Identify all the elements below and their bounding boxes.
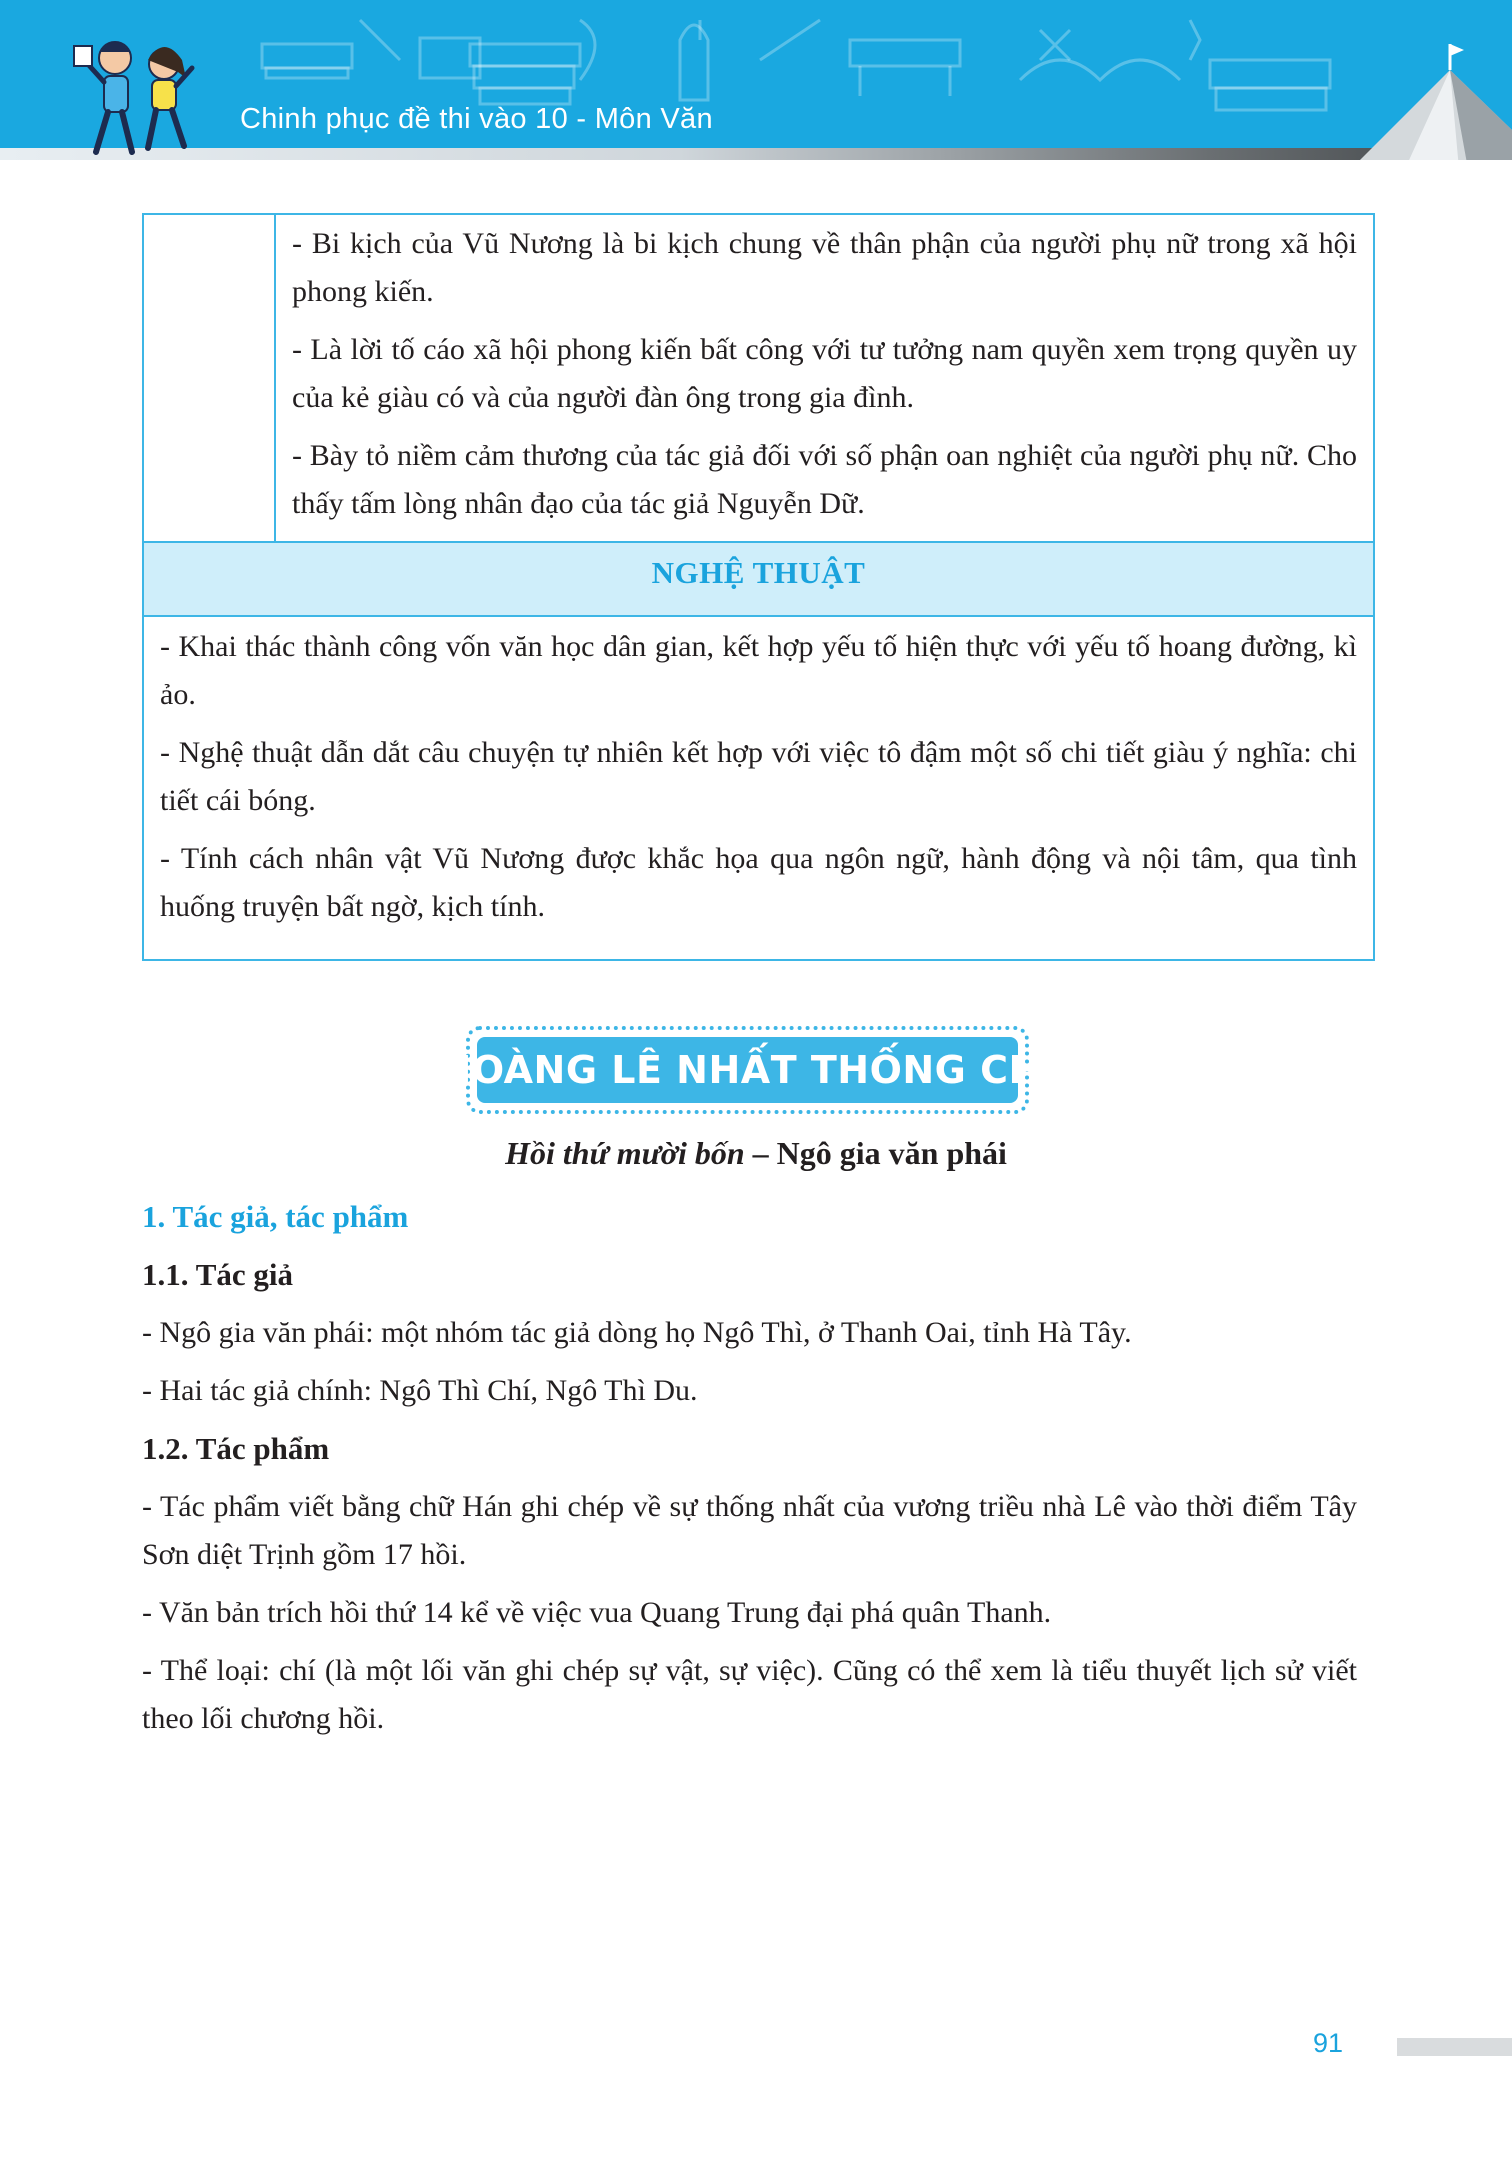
- heading-author-work: 1. Tác giả, tác phẩm: [142, 1199, 409, 1234]
- heading-work: 1.2. Tác phẩm: [142, 1431, 330, 1466]
- mountain-flag-icon: [1340, 40, 1512, 160]
- page-footer-bar: [1397, 2038, 1512, 2056]
- content-bullet: - Bày tỏ niềm cảm thương của tác giả đối với số phận oan nghiệt của người phụ nữ. Cho thấy tấm lòng nhân đạo của tác giả Nguyễn Dữ.: [292, 439, 1357, 520]
- summary-table-empty-cell: [144, 215, 276, 541]
- content-bullet: - Là lời tố cáo xã hội phong kiến bất công với tư tưởng nam quyền xem trọng quyền uy của kẻ giàu có và của người đàn ông trong gia đình.: [292, 333, 1357, 414]
- art-heading-row: [144, 543, 1373, 617]
- art-bullet: - Khai thác thành công vốn văn học dân gian, kết hợp yếu tố hiện thực với yếu tố hoang đường, kì ảo.: [160, 630, 1357, 711]
- section-subtitle: [0, 1135, 1512, 1172]
- summary-table: [142, 213, 1375, 961]
- art-content-row: [160, 623, 1357, 931]
- page-number: 91: [1313, 2028, 1344, 2058]
- summary-table-content-cell: [292, 215, 1357, 528]
- body-text: [142, 1193, 1357, 1743]
- work-bullet: - Văn bản trích hồi thứ 14 kể về việc vua Quang Trung đại phá quân Thanh.: [142, 1596, 1052, 1629]
- page-header: [0, 0, 1512, 160]
- content-bullet: - Bi kịch của Vũ Nương là bi kịch chung về thân phận của người phụ nữ trong xã hội phong kiến.: [292, 227, 1357, 308]
- art-bullet: - Tính cách nhân vật Vũ Nương được khắc họa qua ngôn ngữ, hành động và nội tâm, qua tình huống truyện bất ngờ, kịch tính.: [160, 842, 1357, 923]
- author-bullet: - Hai tác giả chính: Ngô Thì Chí, Ngô Thì Du.: [142, 1374, 698, 1407]
- heading-author: 1.1. Tác giả: [142, 1257, 293, 1292]
- work-bullet: - Tác phẩm viết bằng chữ Hán ghi chép về sự thống nhất của vương triều nhà Lê vào thời điểm Tây Sơn diệt Trịnh gồm 17 hồi.: [142, 1490, 1357, 1571]
- students-mascot-icon: [60, 24, 210, 160]
- summary-table-content-row: [144, 215, 1373, 543]
- subtitle-chapter: Hồi thứ mười bốn: [505, 1135, 745, 1171]
- art-bullet: - Nghệ thuật dẫn dắt câu chuyện tự nhiên kết hợp với việc tô đậm một số chi tiết giàu ý nghĩa: chi tiết cái bóng.: [160, 736, 1357, 817]
- header-decoration-illustration: [0, 0, 1512, 160]
- subtitle-authors: – Ngô gia văn phái: [744, 1135, 1007, 1171]
- header-bottom-band: [0, 148, 1512, 160]
- author-bullet: - Ngô gia văn phái: một nhóm tác giả dòng họ Ngô Thì, ở Thanh Oai, tỉnh Hà Tây.: [142, 1316, 1132, 1349]
- section-title-badge: [439, 1026, 1056, 1114]
- art-heading: NGHỆ THUẬT: [651, 555, 866, 590]
- section-title-fill: [439, 1037, 1056, 1103]
- header-title: Chinh phục đề thi vào 10 - Môn Văn: [240, 103, 713, 135]
- section-title: HOÀNG LÊ NHẤT THỐNG CHÍ: [439, 1048, 1056, 1092]
- work-bullet: - Thể loại: chí (là một lối văn ghi chép sự vật, sự việc). Cũng có thể xem là tiểu thuyết lịch sử viết theo lối chương hồi.: [142, 1654, 1357, 1735]
